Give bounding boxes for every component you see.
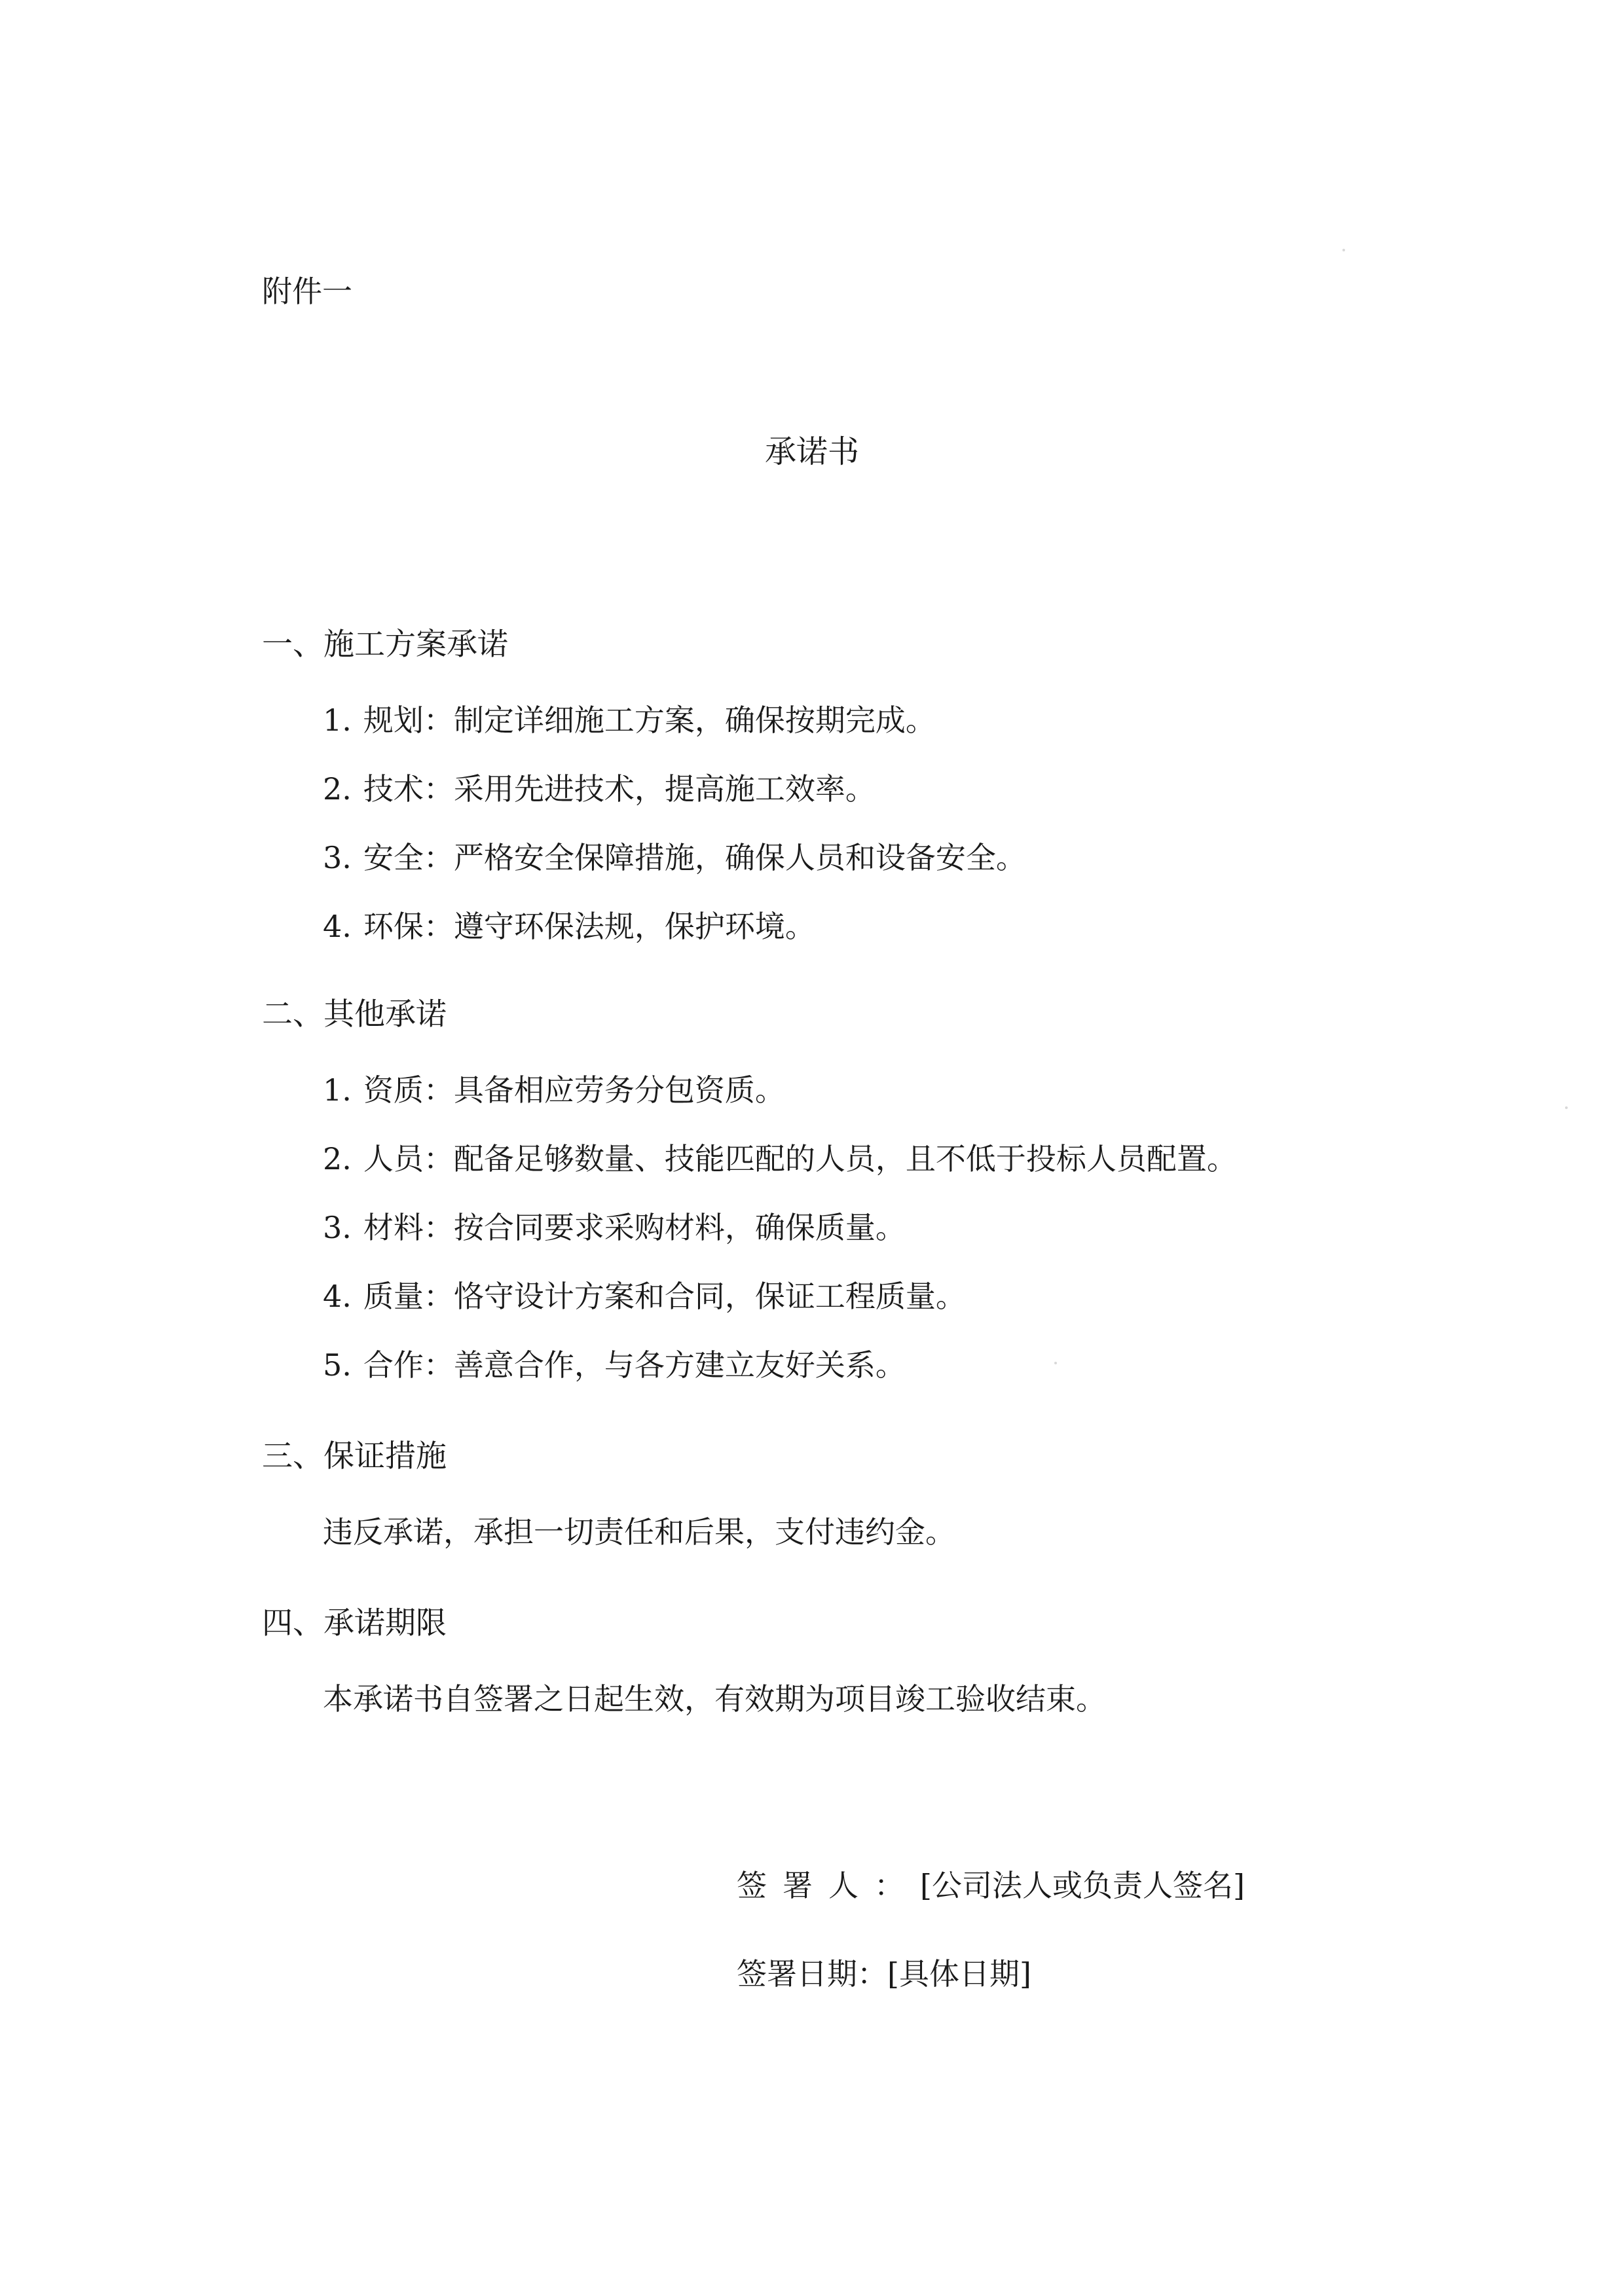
date-value: [具体日期] bbox=[887, 1956, 1031, 1992]
item-number: 4. bbox=[323, 909, 352, 944]
list-item bbox=[323, 1070, 785, 1110]
item-text: 合作：善意合作，与各方建立友好关系。 bbox=[363, 1347, 906, 1383]
date-label: 签署日期： bbox=[737, 1956, 887, 1992]
scan-speck bbox=[1054, 1362, 1057, 1364]
item-number: 3. bbox=[323, 1210, 352, 1245]
date-line bbox=[737, 1954, 1031, 1994]
item-number: 5. bbox=[323, 1347, 352, 1383]
item-text: 材料：按合同要求采购材料，确保质量。 bbox=[363, 1210, 906, 1245]
item-number: 3. bbox=[323, 840, 352, 875]
item-number: 1. bbox=[323, 702, 352, 738]
scan-speck bbox=[1565, 1106, 1568, 1109]
list-item bbox=[323, 769, 876, 809]
signer-value: [公司法人或负责人签名] bbox=[920, 1868, 1245, 1903]
period-paragraph: 本承诺书自签署之日起生效，有效期为项目竣工验收结束。 bbox=[323, 1681, 1106, 1717]
section-heading-guarantee-measures: 三、保证措施 bbox=[262, 1438, 447, 1474]
list-item bbox=[323, 1208, 906, 1247]
list-item bbox=[323, 1277, 966, 1316]
scan-speck bbox=[1342, 249, 1345, 251]
item-number: 4. bbox=[323, 1279, 352, 1314]
section-heading-other-commitments: 二、其他承诺 bbox=[262, 996, 447, 1032]
item-text: 安全：严格安全保障措施，确保人员和设备安全。 bbox=[363, 840, 1026, 875]
guarantee-paragraph: 违反承诺，承担一切责任和后果，支付违约金。 bbox=[323, 1514, 955, 1550]
item-text: 质量：恪守设计方案和合同，保证工程质量。 bbox=[363, 1279, 966, 1314]
list-item bbox=[323, 907, 815, 946]
item-text: 规划：制定详细施工方案，确保按期完成。 bbox=[363, 702, 936, 738]
annex-label: 附件一 bbox=[262, 274, 352, 309]
signer-label: 签署人： bbox=[737, 1868, 920, 1903]
item-number: 1. bbox=[323, 1072, 352, 1108]
item-text: 人员：配备足够数量、技能匹配的人员，且不低于投标人员配置。 bbox=[363, 1141, 1237, 1176]
item-number: 2. bbox=[323, 1141, 352, 1176]
item-text: 资质：具备相应劳务分包资质。 bbox=[363, 1072, 785, 1108]
document-title: 承诺书 bbox=[764, 433, 859, 470]
section-heading-construction-plan: 一、施工方案承诺 bbox=[262, 627, 508, 663]
item-text: 环保：遵守环保法规，保护环境。 bbox=[363, 909, 815, 944]
list-item bbox=[323, 701, 936, 740]
signer-line bbox=[737, 1866, 1245, 1905]
item-number: 2. bbox=[323, 771, 352, 807]
item-text: 技术：采用先进技术，提高施工效率。 bbox=[363, 771, 876, 807]
list-item bbox=[323, 1345, 906, 1385]
list-item bbox=[323, 1139, 1237, 1178]
list-item bbox=[323, 838, 1026, 877]
section-heading-commitment-period: 四、承诺期限 bbox=[262, 1605, 447, 1641]
